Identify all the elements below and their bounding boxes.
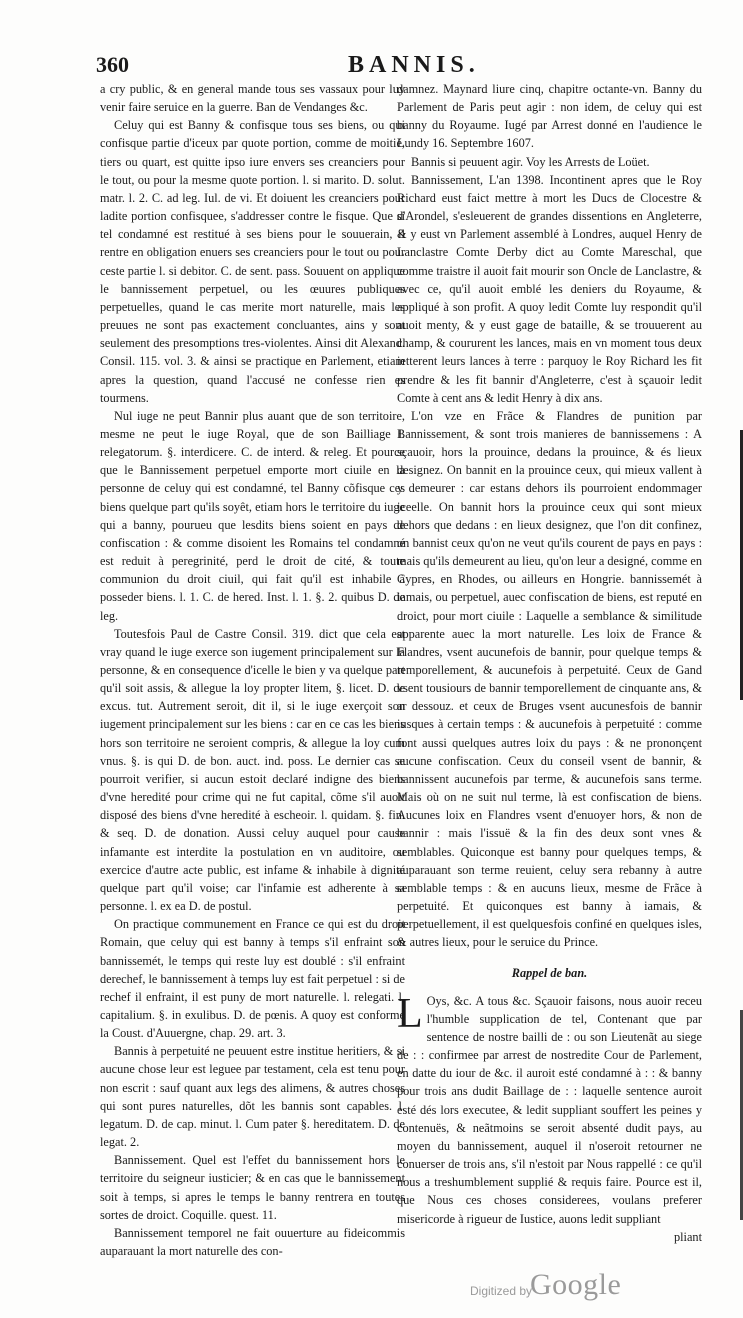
page-number: 360 <box>96 52 129 77</box>
paragraph: Nul iuge ne peut Bannir plus auant que de son territoire, mesme ne peut le iuge Royal, que de son Bailliage l. relegatorum. §. interdicere. C. de interd. & releg. Et pource que le Bannissement perpetuel emporte mort ciuile en la personne de celuy qui est condamné, tel Banny cõfisque ces biens quelque part qu'ils soyêt, etiam hors le territoire du iuge qui a banny, pourueu que lesdits biens soient en pays de confiscation : & comme disoient les Romains tel condamné est reduit à peregrinité, perd le droit de cité, & toute communion du droit ciuil, qui fait qu'il est inhabile à posseder biens. l. 1. C. de hered. Inst. l. 1. §. 2. quibus D. de leg. <box>100 408 405 623</box>
subheading: Rappel de ban. <box>511 965 588 980</box>
right-column <box>397 80 702 1246</box>
paragraph: Celuy qui est Banny & confisque tous ses biens, ou qui confisque partie d'iceux par quote portion, comme de moitié, tiers ou quart, est quitte ipso iure envers ses creanciers pour le tout, ou pour la mesme quote portion. l. si marito. D. solut. matr. l. 2. C. ad leg. Iul. de vi. Et doiuent les creanciers pour ladite portion confisquee, s'addresser contre le fisque. Que si tel condamné est restitué à ses biens pour le souuerain, il rentre en obligation enuers ses creanciers pour le tout ou pour ceste partie l. si debitor. C. de sent. pass. Souuent on applique le bannissement perpetuel, ou les œuures publiques perpetuelles, quand le cas merite mort naturelle, mais les preuues ne sont pas exactement concluantes, ains y sont seulement des presomptions tres-violentes. Ainsi dit Alexand. Consil. 115. vol. 3. & ainsi se practique en Parlement, etiam apres la question, quand l'accusé ne confesse rien es tourmens. <box>100 118 405 405</box>
paragraph: Bannis à perpetuité ne peuuent estre institue heritiers, & si aucune chose leur est leguee par testament, cela est tenu pour non escrit : sauf quant aux legs des alimens, & autres choses qui sont pures naturelles, dõt les bannis sont capables. l. legatum. D. de cap. minut. l. Cum pater §. hereditatem. D. de legat. 2. <box>100 1044 405 1150</box>
letter-text: Oys, &c. A tous &c. Sçauoir faisons, nous auoir receu l'humble supplication de tel, Contenant que par sentence de nostre bailli de : ou son Lieutenãt au siege de : : confirmee par arrest de nostredite Cour de Parlement, en datte du iour de &c. il auroit esté condamné à : : & banny pour trois ans dudit Baillage de : : laquelle sentence auroit esté dés lors executee, & ledit suppliant souffert les peines y contenuës, & neãtmoins se seroit absenté dudit pays, au moyen du bannissement, auquel il n'oseroit retourner ne conuerser de trois ans, s'il n'estoit par Nous rappellé : ce qu'il nous a treshumblement supplié & requis faire. Pource est il, que Nous ces choses considerees, voulans preferer misericorde à rigueur de Iustice, auons ledit suppliant <box>397 993 702 1226</box>
letter-formula <box>397 992 702 1228</box>
paragraph: On practique communement en France ce qui est du droit Romain, que celuy qui est banny à temps s'il enfraint son bannissemét, le temps qui reste luy est doublé : s'il enfraint derechef, le bannissement à temps luy est fait perpetuel : si de rechef il enfraint, il est puny de mort naturelle. l. relegati. l. capitalium. §. in exulibus. D. de pœnis. A quoy est conforme la Coust. d'Auuergne, chap. 29. art. 3. <box>100 917 405 1041</box>
paragraph: L'on vze en Frãce & Flandres de punition par Bannissement, & sont trois manieres de bannissemens : A sçauoir, hors la prouince, dedans la prouince, & és lieux designez. On bannit en la prouince ceux, qui mieux vallent à y demeurer : car estans dehors ils pourroient endommager iceelle. On bannit hors la prouince ceux qui sont mieux dehors que dedans : en lieux designez, que l'on dit confinez, on bannist ceux qu'on ne veut qu'ils courent de pays en pays : mais qu'ils demeurent au lieu, qu'on leur a designé, comme en Cypres, en Rhodes, ou ailleurs en Hongrie. bannissemét à iamais, ou perpetuel, auec confiscation de biens, est reputé en droict, pour mort ciuile : Laquelle a semblance & similitude apparente auec la mort naturelle. Les loix de France & Flandres, vsent aucunefois de bannir, pour quelque temps & temporellement, & aucunefois à perpetuité. Ceux de Gand vsent tousiours de bannir temporellement de cinquante ans, & ar dessouz. et ceux de Bruges vsent aucunesfois de bannir iusques à certain temps : & aucunefois à perpetuité : comme font aussi quelques autres loix du pays : & ne prononçent aucune confiscation. Ceux du conseil vsent de bannir, & bannissent aucunefois par terme, & aucunefois sans terme. Mais où on ne suit nul terme, là est confiscation de biens. Aucunes loix en Flandres vsent d'enuoyer hors, & non de bannir : mais l'issuë & la fin des deux sont vnes & semblables. Quiconque est banny pour quelques temps, & auparauant son terme reuient, celuy sera rebanny à autre semblable temps : & en aucuns lieux, mesme de Frãce à perpetuité. Et quiconques est banny à iamais, & perpetuellement, il est quelquesfois confiné en quelques isles, & autres lieux, pour le seruice du Prince. <box>397 408 702 950</box>
google-logo: Google <box>530 1268 622 1301</box>
catchword: pliant <box>673 1229 702 1244</box>
page-header <box>96 52 696 78</box>
watermark-label: Digitized by <box>470 1284 533 1298</box>
paragraph: Bannissement temporel ne fait ouuerture au fideicommis auparauant la mort naturelle des con- <box>100 1225 405 1258</box>
paragraph: Bannis si peuuent agir. Voy les Arrests de Loüet. <box>411 154 650 169</box>
running-head: BANNIS. <box>348 52 480 78</box>
paragraph: Bannissement, L'an 1398. Incontinent apres que le Roy Richard eust faict mettre à mort les Ducs de Clocestre & d'Arondel, s'esleuerent de grandes dissentions en Angleterre, & y eust vn Parlement assemblé à Londres, auquel Henry de Lanclastre Comte Derby dict au Comte Mareschal, que comme traistre il auoit fait mourir son Oncle de Lanclastre, & avec ce, qu'il auoit emblé les deniers du Royaume, & appliqué à son profit. A quoy ledit Comte luy respondit qu'il auoit menty, & y eust gage de bataille, & se trouuerent au champ, & coururent les lances, mais en vn moment tous deux ietterent leurs lances à terre : parquoy le Roy Richard les fit prendre & les fit bannir d'Angleterre, c'est à sçauoir ledit Comte à cent ans & ledit Henry à dix ans. <box>397 172 702 405</box>
paragraph: Toutesfois Paul de Castre Consil. 319. dict que cela est vray quand le iuge exerce son iugement principalement sur la personne, & en consequence d'icelle le bien y va quelque part qu'il soit assis, & allegue la loy propter litem, §. licet. D. de excus. tut. Autrement seroit, dit il, si le iuge exerçoit son iugement principalement sur les biens : car en ce cas les biens hors son territoire ne seroient compris, & allegue la loy cum vnus. §. is qui D. de bon. auct. ind. poss. Le dernier cas se pourroit verifier, si aucun estoit declaré indigne des biens d'vne heredité pour crime qui ne fut capital, cõme s'il auoit disposé des biens d'vne heredité à escheoir. l. quidam. §. fin. & seq. D. de donation. Aussi celuy auquel pour cause infamante est interdite la postulation en vn auditoire, ou exercice d'autre acte public, est infame & inhabile à dignité quelque part qu'il voise; car l'infamie est adherente à sa personne. l. ex ea D. de postul. <box>100 626 405 914</box>
left-column <box>100 80 405 1260</box>
paragraph: damnez. Maynard liure cinq, chapitre octante-vn. Banny du Parlement de Paris peut agir : non idem, de celuy qui est banny du Royaume. Iugé par Arrest donné en l'audience le Lundy 16. Septembre 1607. <box>397 82 702 151</box>
drop-cap: L <box>397 990 423 1037</box>
paragraph: a cry public, & en general mande tous ses vassaux pour luy venir faire seruice en la guerre. Ban de Vendanges &c. <box>100 82 405 115</box>
paragraph: Bannissement. Quel est l'effet du bannissement hors le territoire du seigneur iusticier; & en cas que le bannissement soit à temps, si apres le temps le banny rentrera en toutes sortes de droict. Coquille. quest. 11. <box>100 1153 405 1222</box>
digitization-watermark <box>470 1268 670 1304</box>
